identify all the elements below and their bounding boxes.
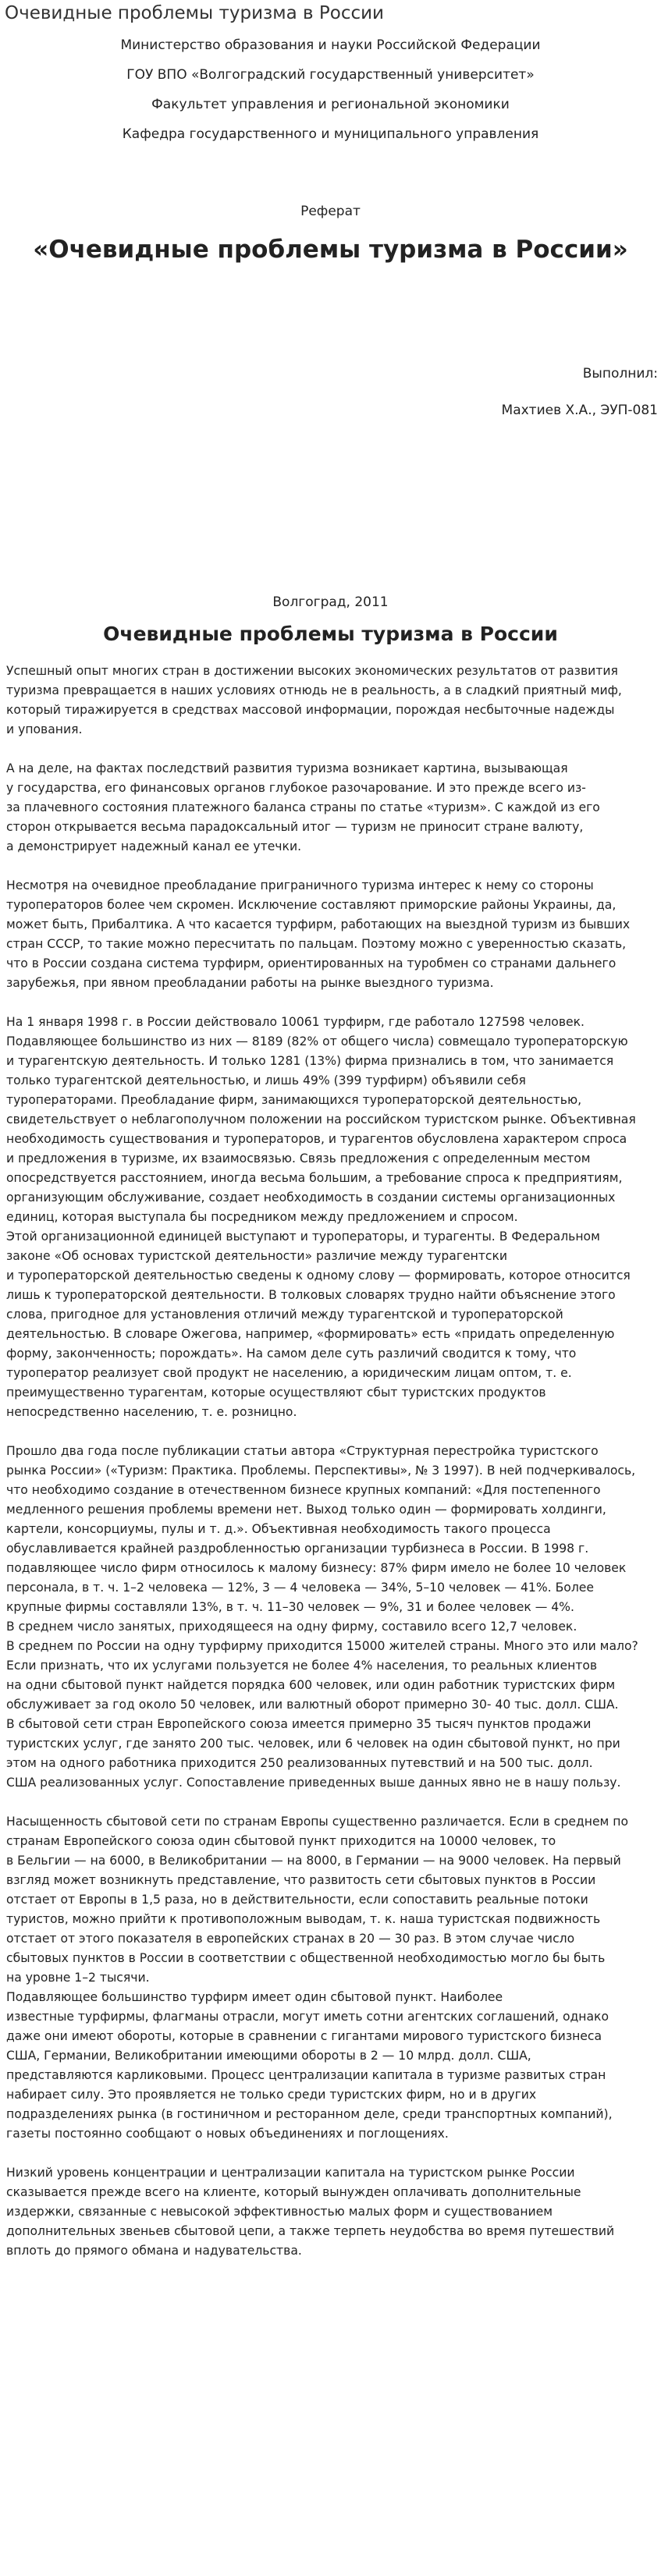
faculty-line: Факультет управления и региональной экономики (151, 97, 510, 112)
ministry-line: Министерство образования и науки Российской Федерации (120, 37, 541, 53)
paragraph: На 1 января 1998 г. в России действовало 10061 турфирм, где работало 127598 человек. Подавляющее большинство из них — 8189 (82% от общего числа) совмещало туроператорскую и турагентскую деятельность. И только 1281 (13%) фирма признались в том, что занимается только турагентской деятельностью, и лишь 49% (399 турфирм) объявили себя туроператорами. Преобладание фирм, занимающихся туроператорской деятельностью, свидетельствует о неблагополучном положении на российском туристском рынке. Объективная необходимость существования и туроператоров, и турагентов обусловлена характером спроса и предложения в туризме, их взаимосвязью. Связь предложения с определенным местом опосредствуется расстоянием, иногда весьма большим, а требование спроса к предприятиям, организующим обслуживание, создает необходимость в создании системы организационных единиц, которая выступала бы посредником между предложением и спросом. Этой организационной единицей выступают и туроператоры, и турагенты. В Федеральном законе «Об основах туристской деятельности» различие между турагентски и туроператорской деятельностью сведены к одному слову — формировать, которое относится лишь к туроператорской деятельности. В толковых словарях трудно найти объяснение этого слова, пригодное для установления отличий между турагентской и туроператорской деятельностью. В словаре Ожегова, например, «формировать» есть «придать определенную форму, законченность; порождать». На самом деле суть различий сводится к тому, что туроператор реализует свой продукт не населению, а юридическим лицам оптом, т. е. преимущественно турагентам, которые осуществляют сбыт туристских продуктов непосредственно населению, т. е. розницно. (6, 1015, 636, 1419)
article-body (6, 662, 657, 2280)
university-line: ГОУ ВПО «Волгоградский государственный университет» (126, 67, 535, 83)
paragraph: А на деле, на фактах последствий развития туризма возникает картина, вызывающая у государства, его финансовых органов глубокое разочарование. И это прежде всего из- за плачевного состояния платежного баланса страны по статье «туризм». С каждой из его сторон открывается весьма парадоксальный итог — туризм не приносит стране валюту, а демонстрирует надежный канал ее утечки. (6, 761, 600, 853)
paragraph: Успешный опыт многих стран в достижении высоких экономических результатов от развития туризма превращается в наших условиях отнюдь не в реальность, а в сладкий приятный миф, который тиражируется в средствах массовой информации, порождая несбыточные надежды и упования. (6, 664, 622, 736)
article-subtitle: Очевидные проблемы туризма в России (103, 623, 558, 645)
paragraph: Несмотря на очевидное преобладание приграничного туризма интерес к нему со стороны туроператоров более чем скромен. Исключение составляют приморские районы Украины, да, может быть, Прибалтика. А что касается турфирм, работающих на выездной туризм из бывших стран СССР, то такие можно пересчитать по пальцам. Поэтому можно с уверенностью сказать, что в России создана система турфирм, ориентированных на туробмен со странами дальнего зарубежья, при явном преобладании работы на рынке выездного туризма. (6, 878, 631, 990)
page-title: Очевидные проблемы туризма в России (5, 3, 385, 23)
paragraph: Низкий уровень концентрации и централизации капитала на туристском рынке России сказывается прежде всего на клиенте, который вынужден оплачивать дополнительные издержки, связанные с невысокой эффективностью малых форм и существованием дополнительных звеньев сбытовой цепи, а также терпеть неудобства во время путешествий вплоть до прямого обмана и надувательства. (6, 2166, 615, 2258)
author-line: Махтиев Х.А., ЭУП-081 (501, 403, 658, 418)
paragraph: Прошло два года после публикации статьи автора «Структурная перестройка туристского рынка России» («Туризм: Практика. Проблемы. Перспективы», № 3 1997). В ней подчеркивалось, что необходимо создание в отечественном бизнесе крупных компаний: «Для постепенного медленного решения проблемы времени нет. Выход только один — формировать холдинги, картели, консорциумы, пулы и т. д.». Объективная необходимость такого процесса обуславливается крайней раздробленностью организации турбизнеса в России. В 1998 г. подавляющее число фирм относилось к малому бизнесу: 87% фирм имело не более 10 человек персонала, в т. ч. 1–2 человека — 12%, 3 — 4 человека — 34%, 5–10 человек — 41%. Более крупные фирмы составляли 13%, в т. ч. 11–30 человек — 9%, 31 и более человек — 4%. В среднем число занятых, приходящееся на одну фирму, составило всего 12,7 человек. В среднем по России на одну турфирму приходится 15000 жителей страны. Много это или мало? Если признать, что их услугами пользуется не более 4% населения, то реальных клиентов на одни сбытовой пункт найдется порядка 600 человек, или один работник туристских фирм обслуживает за год около 50 человек, или валютный оборот примерно 30- 40 тыс. долл. США. В сбытовой сети стран Европейского союза имеется примерно 35 тысяч пунктов продажи туристских услуг, где занято 200 тыс. человек, или 6 человек на один сбытовой пункт, но при этом на одного работника приходится 250 реализованных путевствий и на 500 тыс. долл. США реализованных услуг. Сопоставление приведенных выше данных явно не в нашу пользу. (6, 1444, 638, 1790)
paragraph: Подавляющее большинство турфирм имеет один сбытовой пункт. Наиболее известные турфирмы, флагманы отрасли, могут иметь сотни агентских соглашений, однако даже они имеют обороты, которые в сравнении с гигантами мирового туристского бизнеса США, Германии, Великобритании имеющими обороты в 2 — 10 млрд. долл. США, представляются карликовыми. Процесс централизации капитала в туризме развитых стран набирает силу. Это проявляется не только среди туристских фирм, но и в других подразделениях рынка (в гостиничном и ресторанном деле, среди транспортных компаний), газеты постоянно сообщают о новых объединениях и поглощениях. (6, 1990, 613, 2141)
city-year: Волгоград, 2011 (272, 594, 389, 610)
performed-label: Выполнил: (582, 366, 658, 381)
paragraph: Насыщенность сбытовой сети по странам Европы существенно различается. Если в среднем по странам Европейского союза один сбытовой пункт приходится на 10000 человек, то в Бельгии — на 6000, в Великобритании — на 8000, в Германии — на 9000 человек. На первый взгляд может возникнуть представление, что развитость сети сбытовых пунктов в России отстает от Европы в 1,5 раза, но в действительности, если сопоставить реальные потоки туристов, можно прийти к противоположным выводам, т. к. наша туристская подвижность отстает от этого показателя в европейских странах в 20 — 30 раз. В этом случае число сбытовых пунктов в России в соответствии с общественной необходимостью могло бы быть на уровне 1–2 тысячи. (6, 1815, 628, 1985)
document-genre: Реферат (300, 204, 361, 219)
main-title: «Очевидные проблемы туризма в России» (33, 236, 628, 264)
department-line: Кафедра государственного и муниципального управления (122, 126, 539, 142)
